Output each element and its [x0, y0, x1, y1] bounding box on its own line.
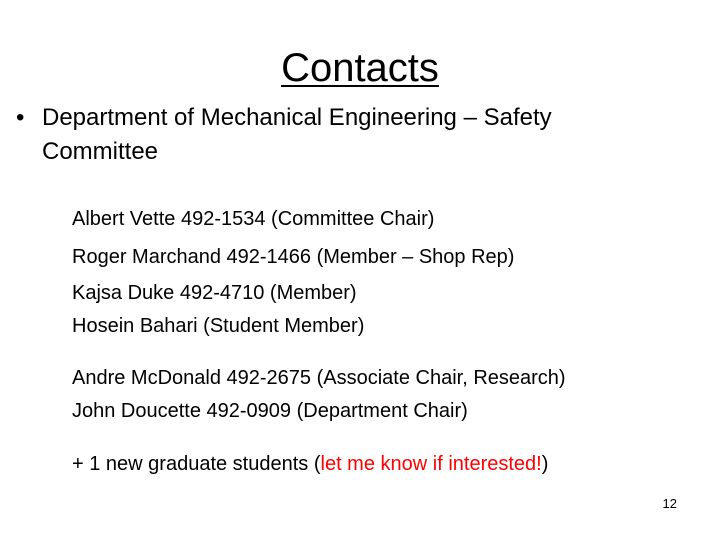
committee-contact-shop-rep: Roger Marchand 492-1466 (Member – Shop Rep) [72, 246, 515, 268]
graduate-note-suffix: ) [541, 453, 549, 475]
slide-title [0, 38, 720, 98]
graduate-student-note [72, 450, 548, 478]
department-contact-department-chair: John Doucette 492-0909 (Department Chair) [72, 400, 468, 422]
department-contact-associate-chair: Andre McDonald 492-2675 (Associate Chair, Research) [72, 367, 566, 389]
page-number: 12 [662, 496, 677, 511]
committee-contact-chair: Albert Vette 492-1534 (Committee Chair) [72, 208, 435, 230]
slide-title-text: Contacts [281, 46, 439, 90]
committee-contact-student-member: Hosein Bahari (Student Member) [72, 315, 365, 337]
bullet-item [16, 101, 656, 169]
bullet-text: Department of Mechanical Engineering – Safety Committee [42, 104, 552, 165]
bullet-marker: • [16, 104, 25, 131]
committee-contact-member: Kajsa Duke 492-4710 (Member) [72, 282, 357, 304]
graduate-note-prefix: + 1 new graduate students ( [72, 453, 321, 475]
graduate-note-highlight: let me know if interested! [320, 453, 542, 475]
